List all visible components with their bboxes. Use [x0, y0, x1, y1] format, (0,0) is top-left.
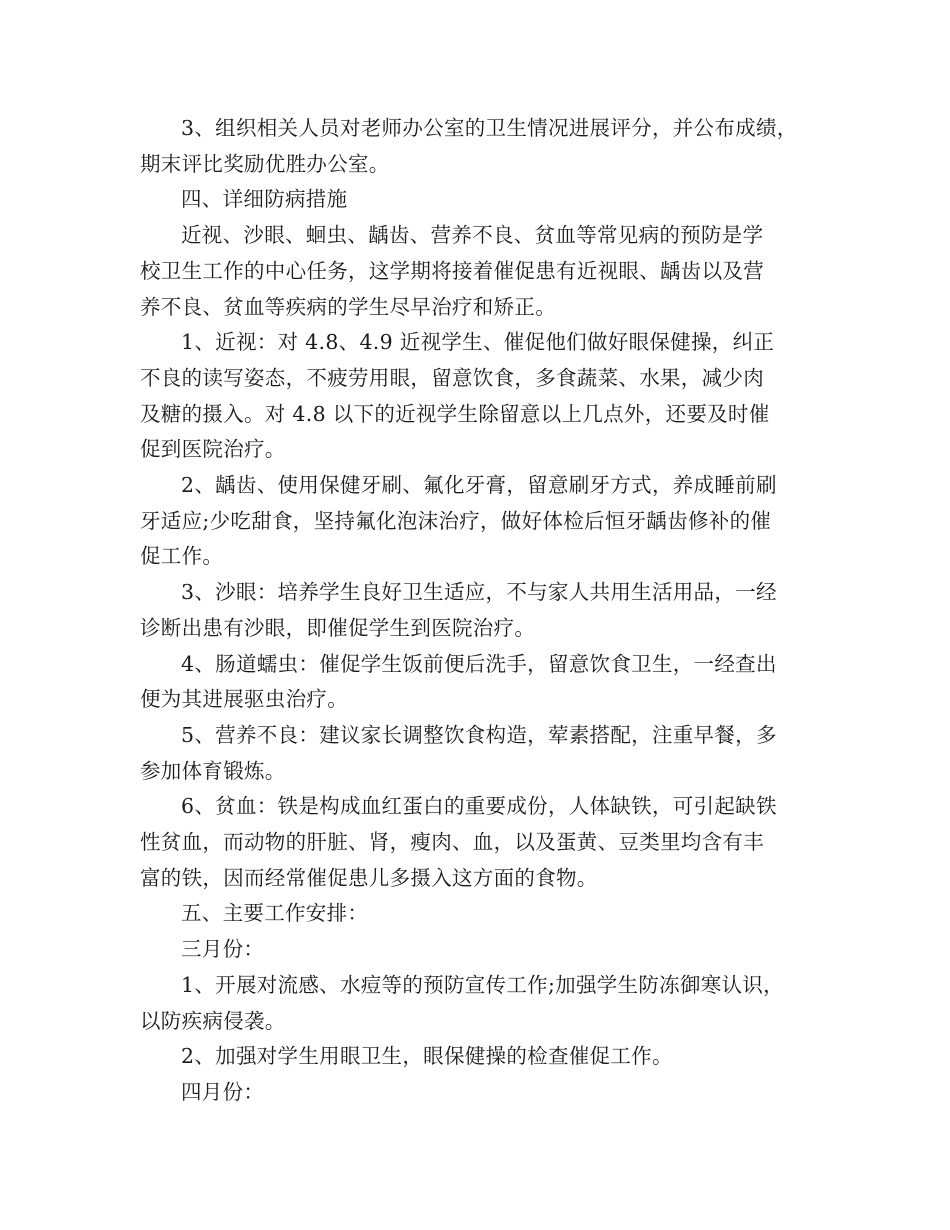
paragraph-line: 及糖的摄入。对 4.8 以下的近视学生除留意以上几点外，还要及时催 — [140, 401, 770, 426]
paragraph-line: 1、开展对流感、水痘等的预防宣传工作;加强学生防冻御寒认识， — [181, 972, 784, 997]
paragraph-malnutrition — [140, 718, 830, 789]
paragraph-anemia — [140, 789, 830, 896]
paragraph-line: 便为其进展驱虫治疗。 — [140, 687, 348, 712]
section-heading-work-schedule: 五、主要工作安排： — [181, 901, 369, 926]
paragraph-line: 2、龋齿、使用保健牙刷、氟化牙膏，留意刷牙方式，养成睡前刷 — [181, 473, 777, 498]
paragraph-line: 参加体育锻炼。 — [140, 758, 286, 783]
paragraph-march-item-1 — [140, 968, 830, 1039]
paragraph-line: 养不良、贫血等疾病的学生尽早治疗和矫正。 — [140, 294, 556, 319]
document-page — [140, 111, 830, 1111]
paragraph-line: 性贫血，而动物的肝脏、肾，瘦肉、血，以及蛋黄、豆类里均含有丰 — [140, 830, 764, 855]
paragraph-line: 富的铁，因而经常催促患儿多摄入这方面的食物。 — [140, 865, 598, 890]
paragraph-line: 促工作。 — [140, 544, 224, 569]
paragraph-myopia — [140, 325, 830, 468]
paragraph-intestinal-worms — [140, 647, 830, 718]
paragraph-line: 4、肠道蠕虫：催促学生饭前便后洗手，留意饮食卫生，一经查出 — [181, 651, 777, 676]
month-heading-april: 四月份： — [181, 1079, 265, 1104]
paragraph-dental-caries — [140, 468, 830, 575]
paragraph-item-3-office-hygiene — [140, 111, 830, 182]
month-heading-march: 三月份： — [181, 937, 265, 962]
paragraph-common-diseases-intro — [140, 218, 830, 325]
paragraph-line: 3、沙眼：培养学生良好卫生适应，不与家人共用生活用品，一经 — [181, 580, 777, 605]
paragraph-line: 校卫生工作的中心任务，这学期将接着催促患有近视眼、龋齿以及营 — [140, 258, 764, 283]
paragraph-line: 促到医院治疗。 — [140, 437, 286, 462]
paragraph-trachoma — [140, 575, 830, 646]
section-heading-disease-prevention: 四、详细防病措施 — [181, 187, 348, 212]
paragraph-line: 近视、沙眼、蛔虫、龋齿、营养不良、贫血等常见病的预防是学 — [181, 223, 764, 248]
paragraph-march-item-2: 2、加强对学生用眼卫生，眼保健操的检查催促工作。 — [181, 1044, 673, 1069]
paragraph-line: 牙适应;少吃甜食，坚持氟化泡沫治疗，做好体检后恒牙龋齿修补的催 — [140, 508, 772, 533]
paragraph-line: 诊断出患有沙眼，即催促学生到医院治疗。 — [140, 615, 536, 640]
paragraph-line: 以防疾病侵袭。 — [140, 1008, 286, 1033]
paragraph-line: 不良的读写姿态，不疲劳用眼，留意饮食，多食蔬菜、水果，减少肉 — [140, 365, 764, 390]
paragraph-line: 6、贫血：铁是构成血红蛋白的重要成份，人体缺铁，可引起缺铁 — [181, 794, 777, 819]
paragraph-line: 5、营养不良：建议家长调整饮食构造，荤素搭配，注重早餐，多 — [181, 722, 777, 747]
paragraph-line: 1、近视：对 4.8、4.9 近视学生、催促他们做好眼保健操，纠正 — [181, 330, 775, 355]
paragraph-line: 期末评比奖励优胜办公室。 — [140, 151, 390, 176]
paragraph-line: 3、组织相关人员对老师办公室的卫生情况进展评分，并公布成绩， — [181, 116, 798, 140]
